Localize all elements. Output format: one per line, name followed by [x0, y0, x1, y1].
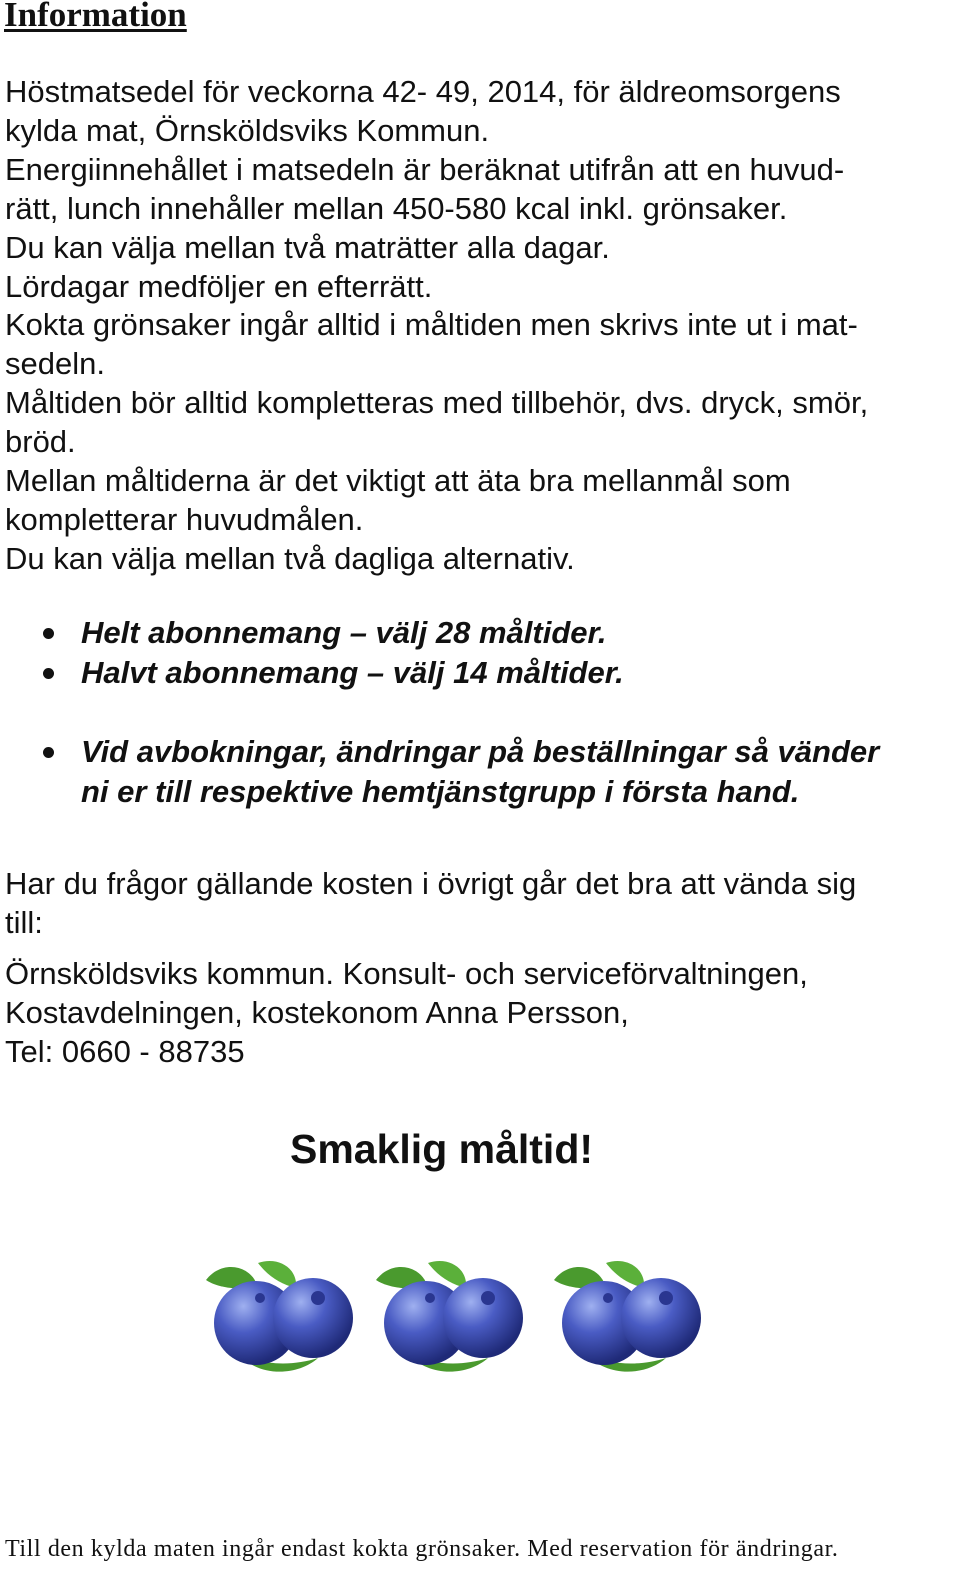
contact-question-line: Har du frågor gällande kosten i övrigt går det bra att vända sig: [5, 866, 857, 901]
intro-line: kylda mat, Örnsköldsviks Kommun.: [5, 112, 490, 148]
blueberry-decoration: [198, 1258, 718, 1378]
intro-line: sedeln.: [5, 346, 105, 382]
intro-line: Kokta grönsaker ingår alltid i måltiden men skrivs inte ut i mat-: [5, 307, 858, 343]
bullet-icon: [43, 747, 54, 758]
bullet-icon: [43, 628, 54, 639]
contact-info: [5, 954, 955, 1071]
contact-line: Örnsköldsviks kommun. Konsult- och serviceförvaltningen,: [5, 956, 808, 991]
intro-line: Energiinnehållet i matsedeln är beräknat utifrån att en huvud-: [5, 151, 845, 187]
closing-greeting: Smaklig måltid!: [290, 1126, 594, 1172]
list-item: [0, 613, 960, 653]
intro-line: Du kan välja mellan två maträtter alla dagar.: [5, 229, 610, 265]
subscription-list: [0, 613, 960, 812]
intro-paragraph: [5, 73, 955, 579]
page-title: Information: [4, 0, 187, 34]
list-item: [0, 732, 960, 812]
contact-phone: Tel: 0660 - 88735: [5, 1034, 245, 1069]
intro-line: bröd.: [5, 424, 76, 460]
intro-line: Lördagar medföljer en efterrätt.: [5, 268, 433, 304]
blueberry-icon: [546, 1258, 716, 1378]
intro-line: Måltiden bör alltid kompletteras med tillbehör, dvs. dryck, smör,: [5, 385, 869, 421]
intro-line: Höstmatsedel för veckorna 42- 49, 2014, för äldreomsorgens: [5, 74, 841, 109]
list-item-text: Halvt abonnemang – välj 14 måltider.: [81, 655, 624, 690]
contact-line: Kostavdelningen, kostekonom Anna Persson,: [5, 995, 629, 1030]
list-item-text: Helt abonnemang – välj 28 måltider.: [81, 615, 607, 650]
intro-line: Mellan måltiderna är det viktigt att äta bra mellanmål som: [5, 463, 791, 499]
list-item-text: ni er till respektive hemtjänstgrupp i första hand.: [81, 774, 800, 809]
list-item-text: Vid avbokningar, ändringar på beställningar så vänder: [81, 734, 880, 769]
intro-line: Du kan välja mellan två dagliga alternativ.: [5, 540, 575, 576]
intro-line: kompletterar huvudmålen.: [5, 501, 364, 537]
intro-line: rätt, lunch innehåller mellan 450-580 kcal inkl. grönsaker.: [5, 190, 788, 226]
bullet-icon: [43, 668, 54, 679]
footer-note: Till den kylda maten ingår endast kokta grönsaker. Med reservation för ändringar.: [5, 1536, 839, 1562]
blueberry-icon: [198, 1258, 368, 1378]
contact-question: [5, 864, 955, 942]
contact-question-line: till:: [5, 905, 43, 940]
blueberry-icon: [368, 1258, 538, 1378]
list-item: [0, 653, 960, 693]
